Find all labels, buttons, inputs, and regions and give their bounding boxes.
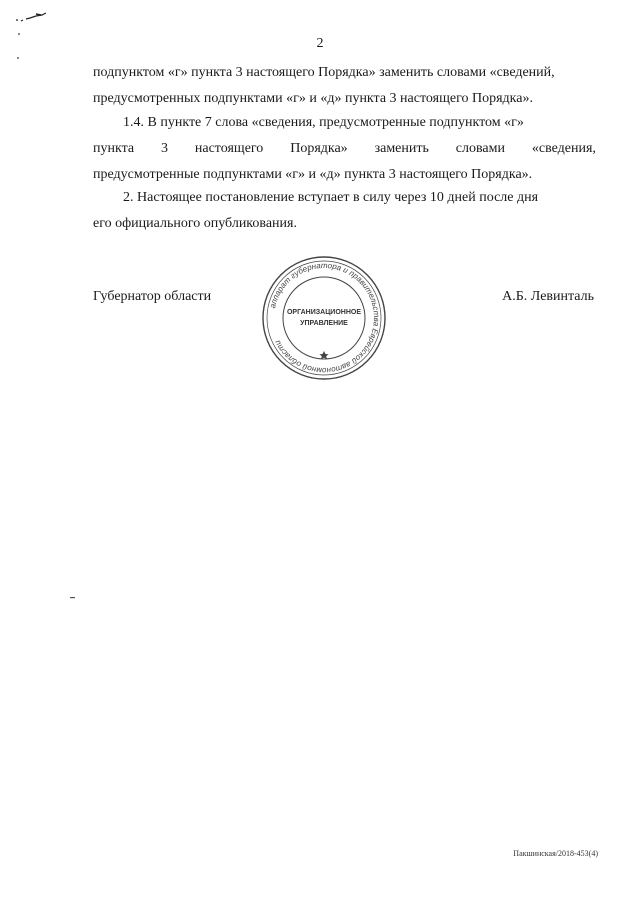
word: Порядка» bbox=[290, 141, 348, 156]
seal-ring-text: аппарат губернатора и правительства Еврейской автономной области bbox=[268, 260, 382, 376]
signatory-name: А.Б. Левинталь bbox=[502, 289, 594, 304]
word: заменить bbox=[374, 141, 429, 156]
text-line-justified bbox=[93, 136, 596, 162]
paragraph-item-1-4 bbox=[93, 110, 596, 188]
page-number: 2 bbox=[316, 36, 324, 51]
word: пункта bbox=[93, 141, 135, 156]
text-line: 2. Настоящее постановление вступает в силу через 10 дней после дня bbox=[123, 190, 539, 205]
seal-center-line1: ОРГАНИЗАЦИОННОЕ bbox=[286, 309, 362, 316]
text-line: 1.4. В пункте 7 слова «сведения, предусмотренные подпунктом «г» bbox=[123, 115, 524, 130]
word: 3 bbox=[161, 141, 168, 156]
signatory-position: Губернатор области bbox=[93, 289, 212, 304]
word: настоящего bbox=[194, 141, 264, 156]
text-line: его официального опубликования. bbox=[93, 216, 297, 231]
scan-artifact-dot bbox=[70, 597, 76, 599]
seal-star-icon bbox=[320, 351, 329, 359]
paragraph-continuation bbox=[93, 60, 596, 112]
official-seal-stamp bbox=[259, 253, 389, 383]
text-line: предусмотренные подпунктами «г» и «д» пункта 3 настоящего Порядка». bbox=[93, 167, 533, 182]
seal-center-line2: УПРАВЛЕНИЕ bbox=[300, 320, 348, 327]
text-line: подпунктом «г» пункта 3 настоящего Порядка» заменить словами «сведений, bbox=[93, 65, 555, 80]
paragraph-item-2 bbox=[93, 185, 596, 237]
word: «сведения, bbox=[531, 141, 596, 156]
document-registration-code: Пакшинская/2018-453(4) bbox=[513, 849, 598, 858]
text-line: предусмотренных подпунктами «г» и «д» пункта 3 настоящего Порядка». bbox=[93, 91, 533, 106]
word: словами bbox=[455, 141, 505, 156]
